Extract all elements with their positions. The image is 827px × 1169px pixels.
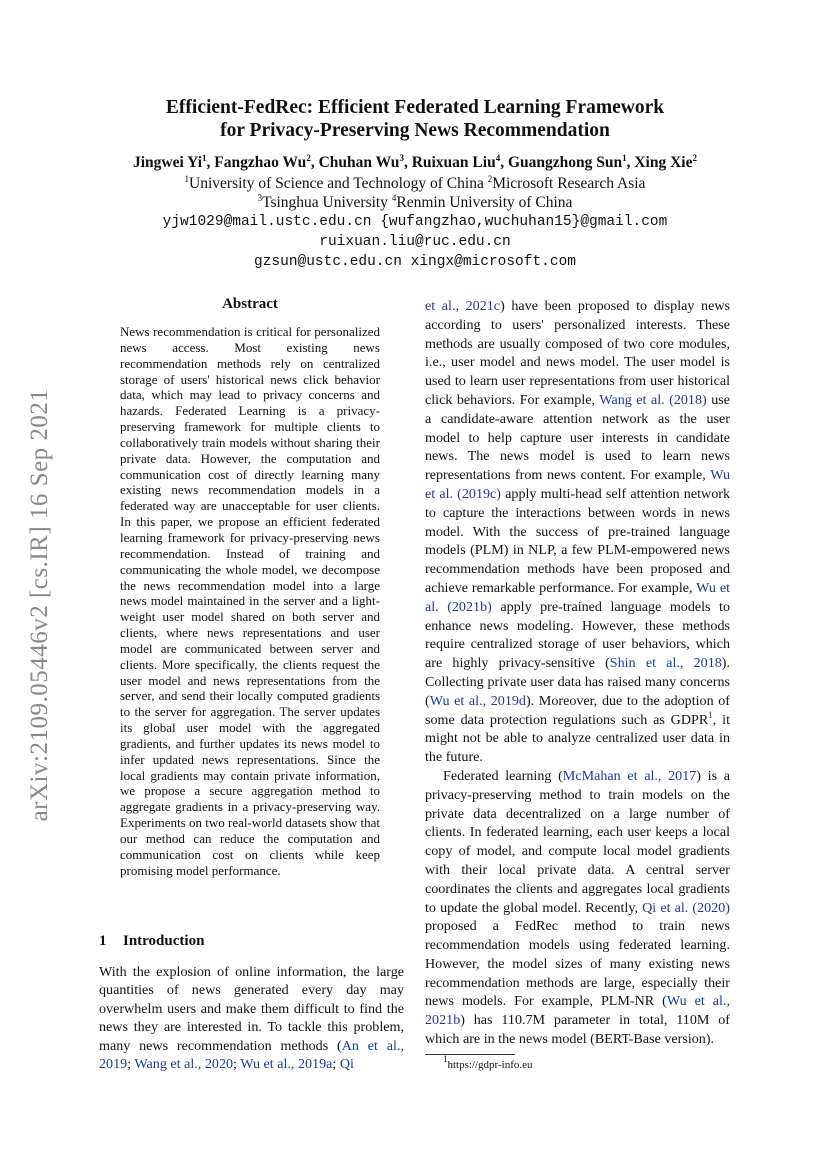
arxiv-identifier: arXiv:2109.05446v2 [cs.IR] 16 Sep 2021 [26,388,53,822]
author-name: Guangzhong Sun [507,154,623,171]
citation-link[interactable]: Qi et al. (2020) [642,899,730,916]
affiliation-mark: 2 [487,174,493,184]
citation-link[interactable]: Qi [339,1056,354,1073]
email-line-1: yjw1029@mail.ustc.edu.cn {wufangzhao,wuchuhan15}@gmail.com [162,214,668,230]
author-name: Xing Xie [634,154,693,171]
body-paragraph: et al., 2021c) have been proposed to display news according to users' personalized interests. These methods are usually composed of two core modules, i.e., user model and news model. The user model is used to learn user representations from user historical click behaviors. For example, Wang et al. (2018) use a candidate-aware attention network as the user model to help capture user interests in candidate news. The news model is used to learn news representations from news content. For example, Wu et al. (2019c) apply multi-head self attention network to capture the interactions between words in news model. With the success of pre-trained language models (PLM) in NLP, a few PLM-empowered news recommendation methods have been proposed and achieve remarkable performance. For example, Wu et al. (2021b) apply pre-trained language models to enhance news modeling. However, these methods require centralized storage of user behaviors, which are highly privacy-sensitive (Shin et al., 2018). Collecting private user data has raised many concerns (Wu et al., 2019d). Moreover, due to the adoption of some data protection regulations such as GDPR$^1$, it might not be able to analyze centralized user data in the future. [425,298,731,766]
email-line-3: gzsun@ustc.edu.cn xingx@microsoft.com [254,254,576,270]
citation-link[interactable]: Wu et al., 2021b [425,993,730,1029]
author-name: Fangzhao Wu [214,154,307,171]
title-line-1: Efficient-FedRec: Efficient Federated Learning Framework [165,97,665,118]
citation-link[interactable]: Shin et al., 2018 [609,655,722,672]
citation-link[interactable]: et al., 2021c [425,298,501,314]
affiliation-mark: 4 [391,193,397,203]
footnote-rule [425,1054,515,1055]
section-heading-introduction [99,933,409,950]
author-list: Jingwei Yi$^1$, Fangzhao Wu$^2$, Chuhan Wu$^3$, Ruixuan Liu$^4$, Guangzhong Sun$^1$, Xing Xie$^2$ [133,153,697,171]
citation-link[interactable]: An et al., 2019 [99,1037,404,1073]
citation-link[interactable]: Wang et al. (2018) [599,391,707,408]
author-affiliation-mark: 3 [399,153,404,163]
citation-link[interactable]: Wu et al., 2019a [240,1056,333,1073]
affiliation-line-2 [90,194,740,212]
affiliation-mark: 3 [257,193,263,203]
author-name: Jingwei Yi [133,154,203,171]
footnote-ref[interactable]: 1 [708,709,713,720]
author-affiliation-mark: 4 [495,153,501,163]
right-column-body [425,297,730,1049]
author-affiliation-mark: 1 [202,153,207,163]
paper-title [100,96,730,142]
author-affiliation-mark: 2 [306,153,311,163]
title-line-2: for Privacy-Preserving News Recommendation [220,120,610,141]
email-line-2: ruixuan.liu@ruc.edu.cn [319,234,511,250]
citation-link[interactable]: McMahan et al., 2017 [562,767,697,784]
affiliation-line-1 [90,175,740,193]
section-title: Introduction [123,933,205,949]
footnote [443,1054,533,1071]
author-affiliation-mark: 1 [622,153,627,163]
author-name: Chuhan Wu [318,154,400,171]
citation-link[interactable]: Wang et al., 2020 [134,1056,234,1073]
section-number: 1 [99,933,107,949]
abstract-heading: Abstract [222,296,278,312]
affiliation-name: Tsinghua University [262,194,392,211]
footnote-mark: 1 [443,1054,448,1064]
footnote-url: https://gdpr-info.eu [447,1059,533,1071]
abstract-body: News recommendation is critical for personalized news access. Most existing news recommendation methods rely on centralized storage of users' historical news click behavior data, which may lead to privacy concerns and hazards. Federated Learning is a privacy-preserving framework for multiple clients to collaboratively train models without sharing their private data. However, the computation and communication cost of directly learning many existing news recommendation models in a federated way are unacceptable for user clients. In this paper, we propose an efficient federated learning framework for privacy-preserving news recommendation. Instead of training and communicating the whole model, we decompose the news recommendation model into a large news model maintained in the server and a light-weight user model shared on both server and clients, where news representations and user model are communicated between server and clients. More specifically, the clients request the user model and news representations from the server, and send their locally computed gradients to the server for aggregation. The server updates its global user model with the aggregated gradients, and further updates its news model to infer updated news representations. Since the local gradients may contain private information, we propose a secure aggregation method to aggregate gradients in a privacy-preserving way. Experiments on two real-world datasets show that our method can reduce the computation and communication cost on clients while keep promising model performance. [120,324,380,878]
affiliation-name: University of Science and Technology of China [189,175,488,192]
introduction-paragraph: With the explosion of online information, the large quantities of news generated every day may overwhelm users and make them difficult to find the news they are interested in. To tackle this problem, many news recommendation methods (An et al., 2019; Wang et al., 2020; Wu et al., 2019a; Qi [99,964,404,1073]
citation-link[interactable]: Wu et al. (2019c) [425,467,730,502]
author-name: Ruixuan Liu [411,154,496,171]
arxiv-sidebar-stamp [22,370,58,840]
citation-link[interactable]: Wu et al. (2021b) [425,579,730,615]
author-affiliation-mark: 2 [692,153,697,163]
affiliation-mark: 1 [184,174,190,184]
body-paragraph: Federated learning (McMahan et al., 2017) is a privacy-preserving method to train models on the private data decentralized on a large number of clients. In federated learning, each user keeps a local copy of model, and compute local model gradients with their local private data. A central server coordinates the clients and aggregates local gradients to update the global model. Recently, Qi et al. (2020) proposed a FedRec method to train news recommendation models using federated learning. However, the model sizes of many existing news recommendation methods are large, especially their news models. For example, PLM-NR (Wu et al., 2021b) has 110.7M parameter in total, 110M of which are in the news model (BERT-Base version). [425,767,730,1048]
affiliation-name: Microsoft Research Asia [492,175,646,192]
citation-link[interactable]: Wu et al., 2019d [429,692,526,709]
affiliation-name: Renmin University of China [396,194,573,211]
